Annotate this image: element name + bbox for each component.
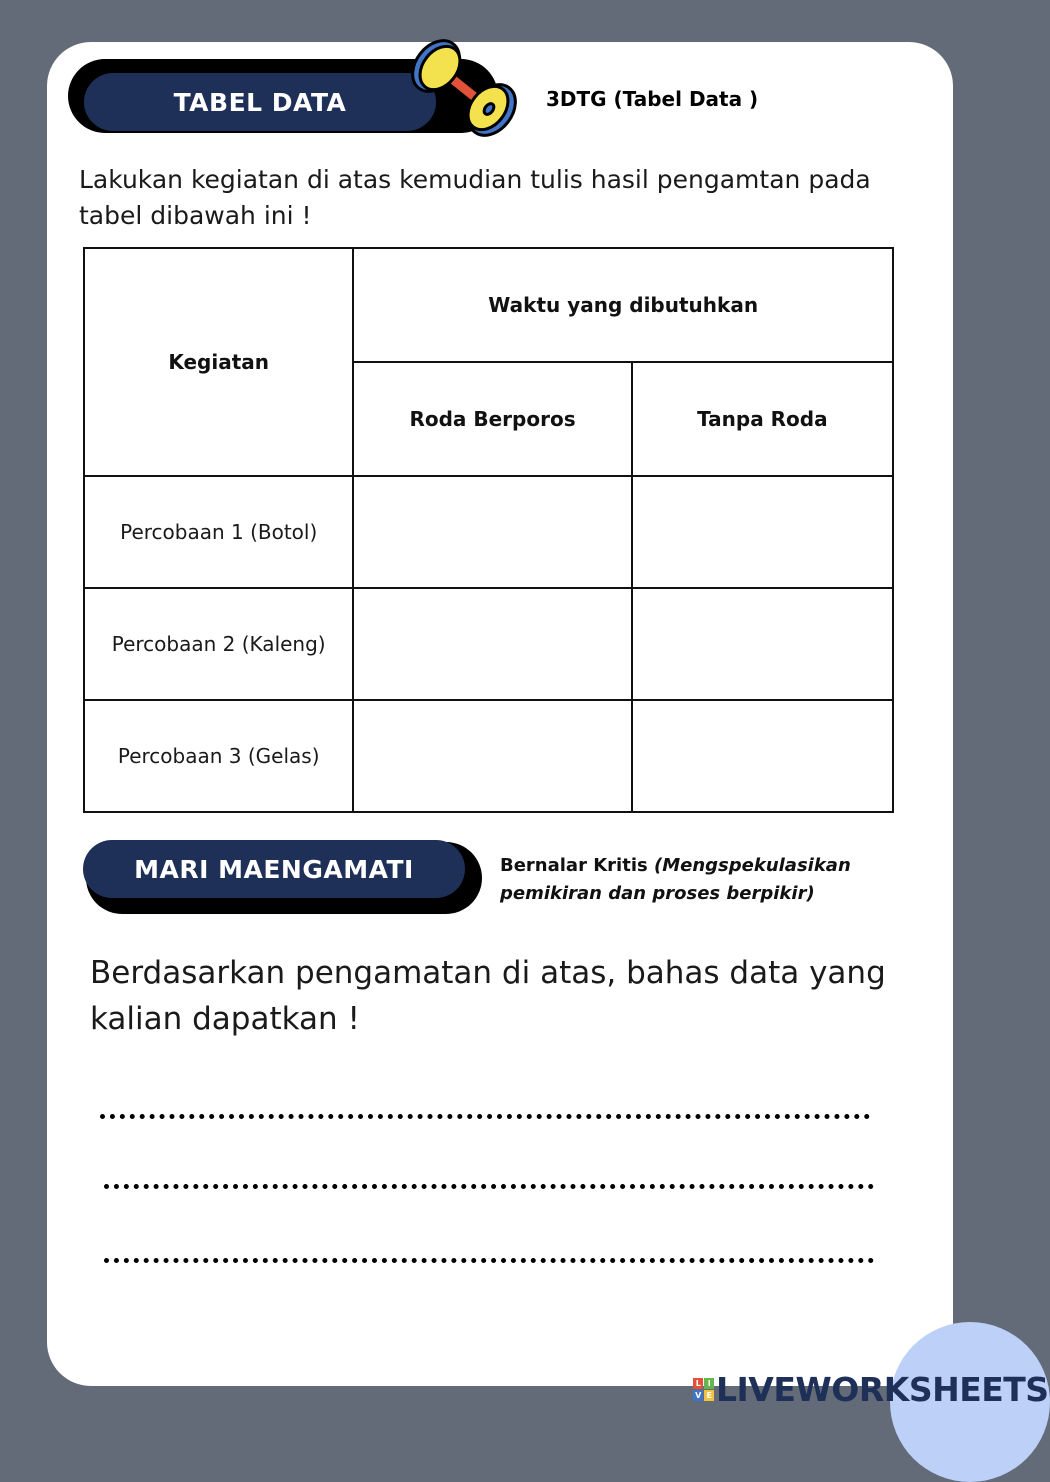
discussion-prompt: Berdasarkan pengamatan di atas, bahas data yang kalian dapatkan ! [90, 955, 886, 1037]
header-roda-berporos: Roda Berporos [353, 362, 631, 476]
answer-cell[interactable] [632, 476, 893, 588]
header-tanpa-roda: Tanpa Roda [632, 362, 893, 476]
data-table [83, 247, 894, 813]
dumbbell-icon [410, 38, 522, 144]
liveworksheets-logo [693, 1370, 1049, 1409]
critical-thinking-note [500, 852, 900, 908]
answer-cell[interactable] [353, 588, 631, 700]
header-waktu: Waktu yang dibutuhkan [353, 248, 893, 362]
answer-line[interactable] [104, 1258, 874, 1263]
table-row [84, 476, 893, 588]
table-header-row [84, 248, 893, 362]
answer-cell[interactable] [632, 588, 893, 700]
row-label: Percobaan 1 (Botol) [84, 476, 353, 588]
answer-cell[interactable] [353, 700, 631, 812]
table-row [84, 588, 893, 700]
answer-line[interactable] [100, 1114, 870, 1119]
header-kegiatan: Kegiatan [84, 248, 353, 476]
worksheet-subtitle: 3DTG (Tabel Data ) [546, 87, 759, 111]
answer-line[interactable] [104, 1184, 874, 1189]
mari-mengamati-badge: MARI MAENGAMATI [83, 840, 465, 898]
answer-cell[interactable] [353, 476, 631, 588]
tabel-data-badge: TABEL DATA [84, 73, 436, 131]
brand-mark-icon: L I V E [693, 1378, 714, 1401]
crit-bold: Bernalar Kritis [500, 855, 648, 876]
row-label: Percobaan 2 (Kaleng) [84, 588, 353, 700]
table-row [84, 700, 893, 812]
row-label: Percobaan 3 (Gelas) [84, 700, 353, 812]
brand-name: LIVEWORKSHEETS [716, 1370, 1049, 1409]
answer-cell[interactable] [632, 700, 893, 812]
crit-italic: (Mengspekulasikan pemikiran dan proses berpikir) [500, 855, 851, 904]
instruction-text: Lakukan kegiatan di atas kemudian tulis hasil pengamtan pada tabel dibawah ini ! [79, 165, 871, 230]
